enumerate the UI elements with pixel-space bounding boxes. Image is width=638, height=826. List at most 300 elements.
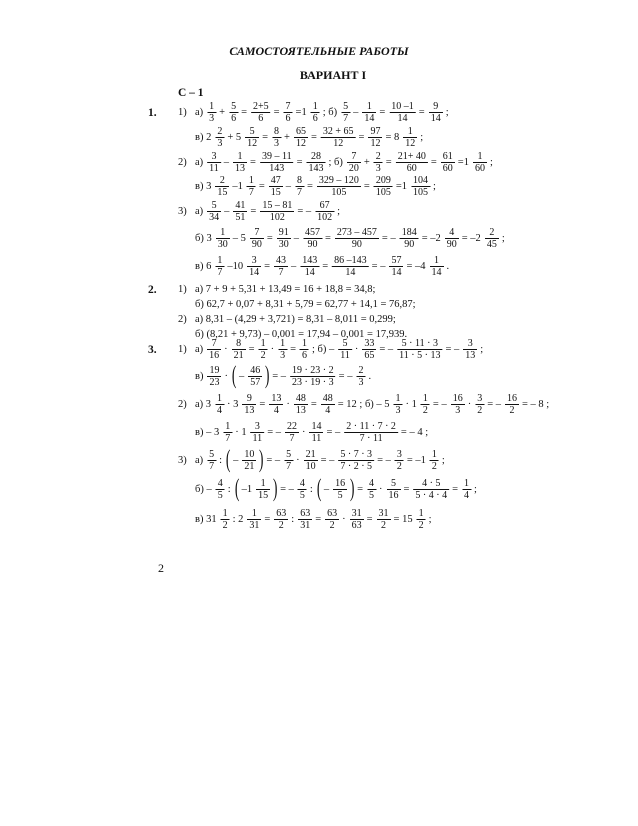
numerator: 5 · 7 · 3 — [340, 449, 373, 460]
denominator: 7 · 11 — [359, 433, 383, 444]
fraction — [298, 508, 312, 531]
denominator: 3 — [209, 113, 215, 124]
denominator: 63 — [351, 520, 362, 531]
numerator: 3 — [247, 255, 261, 267]
math-text: = 15 — [393, 514, 413, 525]
numerator: 2+5 — [252, 101, 269, 112]
fraction — [248, 365, 262, 388]
math-text: – — [238, 371, 245, 382]
fraction — [294, 126, 308, 149]
numerator: 1 — [256, 478, 270, 490]
math-text: =1 — [457, 157, 469, 168]
numerator: 209 — [375, 175, 391, 186]
math-text: = — [259, 399, 266, 410]
denominator: 102 — [317, 212, 333, 223]
fraction — [321, 393, 335, 416]
numerator: 63 — [276, 508, 287, 519]
numerator: 2 — [217, 126, 223, 137]
denominator: 7 — [343, 113, 349, 124]
math-text: = — [358, 132, 365, 143]
denominator: 23 · 19 · 3 — [291, 377, 334, 388]
math-text: = – — [297, 206, 312, 217]
denominator: 21 — [244, 461, 255, 472]
denominator: 5 — [337, 490, 343, 501]
math-text: · — [302, 427, 306, 438]
math-text: а) 7 + 9 + 5,31 + 13,49 = 16 + 18,8 = 34,8; — [195, 284, 376, 295]
numerator: 1 — [260, 338, 266, 349]
denominator: 51 — [235, 212, 246, 223]
math-text: в) 3 — [195, 181, 212, 192]
fraction — [232, 338, 246, 361]
subproblem-label: 1) — [178, 284, 187, 295]
fraction — [317, 175, 361, 198]
numerator: 21 — [305, 449, 316, 460]
math-text: = – — [280, 484, 294, 495]
numerator: 22 — [287, 421, 297, 432]
problem-number: 3. — [148, 344, 157, 356]
denominator: 7 — [217, 267, 223, 278]
denominator: 7 — [278, 267, 284, 278]
subproblem-label: 3) — [178, 206, 187, 217]
numerator: 91 — [278, 227, 289, 238]
fraction — [256, 478, 270, 501]
fraction — [260, 200, 294, 223]
fraction — [245, 126, 259, 149]
denominator: 105 — [331, 187, 347, 198]
math-text: = — [307, 181, 313, 192]
denominator: 12 — [295, 138, 306, 149]
denominator: 143 — [269, 163, 285, 174]
numerator: 8 — [232, 338, 246, 350]
fraction — [377, 508, 391, 531]
numerator: 329 – 120 — [318, 175, 359, 186]
fraction — [374, 175, 393, 198]
math-text: = — [262, 132, 269, 143]
math-text: · — [354, 344, 359, 355]
math-text: – — [223, 157, 230, 168]
denominator: 7 · 2 · 5 — [340, 461, 373, 472]
math-text: = — [296, 157, 303, 168]
math-text: –10 — [227, 261, 244, 272]
fraction — [300, 255, 319, 278]
fraction — [216, 478, 225, 501]
denominator: 12 — [405, 138, 416, 149]
numerator: 31 — [351, 508, 362, 519]
math-text: б) 62,7 + 0,07 + 8,31 + 5,79 = 62,77 + 14,1 = 76,87; — [195, 299, 416, 310]
math-text: ; б) – — [311, 344, 335, 355]
fraction — [290, 365, 336, 388]
fraction — [397, 338, 442, 361]
math-text: = – — [267, 427, 281, 438]
numerator: 1 — [464, 478, 470, 489]
fraction — [350, 508, 364, 531]
numerator: 65 — [295, 126, 306, 137]
fraction — [272, 126, 281, 149]
fraction — [374, 151, 383, 174]
fraction — [421, 393, 430, 416]
fraction — [417, 508, 426, 531]
math-text: ; — [501, 233, 505, 244]
math-text: + — [219, 107, 226, 118]
math-text: = — [322, 261, 329, 272]
denominator: 2 — [418, 520, 424, 531]
denominator: 3 — [358, 377, 364, 388]
numerator: 10 — [244, 449, 255, 460]
denominator: 7 — [225, 433, 231, 444]
subproblem-label: 3) — [178, 455, 187, 466]
math-text: а) — [195, 157, 204, 168]
numerator: 10 –1 — [391, 101, 414, 112]
numerator: 19 — [209, 365, 220, 376]
header-variant: ВАРИАНТ I — [299, 68, 367, 82]
math-text: а) 3 — [195, 399, 212, 410]
denominator: 45 — [486, 239, 497, 250]
denominator: 13 — [295, 405, 306, 416]
numerator: 143 — [302, 255, 318, 266]
numerator: 1 — [403, 126, 417, 138]
fraction — [250, 227, 264, 250]
math-text: = — [273, 107, 280, 118]
math-text: : — [309, 484, 313, 495]
denominator: 14 — [345, 267, 356, 278]
fraction — [309, 421, 323, 444]
numerator: 1 — [217, 393, 223, 404]
fraction — [247, 508, 261, 531]
fraction — [430, 255, 444, 278]
math-text: – — [291, 261, 297, 272]
denominator: 3 — [455, 405, 461, 416]
numerator: 1 — [301, 338, 307, 349]
subproblem-label: 2) — [178, 399, 187, 410]
math-text: = — [452, 484, 459, 495]
section-label: С – 1 — [178, 87, 204, 99]
math-text: в) — [195, 371, 204, 382]
math-text: + 5 — [227, 132, 242, 143]
numerator: 7 — [285, 101, 291, 112]
numerator: 1 — [473, 151, 487, 163]
math-text: = – — [326, 427, 341, 438]
denominator: 15 — [258, 490, 269, 501]
denominator: 15 — [217, 187, 228, 198]
math-text: : — [291, 514, 295, 525]
denominator: 12 — [370, 138, 381, 149]
fraction — [333, 478, 347, 501]
math-text: ; б) — [328, 157, 343, 168]
denominator: 2 — [431, 461, 437, 472]
math-text: = — [363, 181, 370, 192]
math-text: = 12 ; б) – 5 — [337, 399, 390, 410]
math-text: = — [315, 514, 322, 525]
numerator: 1 — [422, 393, 428, 404]
denominator: 6 — [301, 350, 307, 361]
math-text: – — [293, 233, 299, 244]
fraction — [284, 101, 293, 124]
denominator: 6 — [231, 113, 237, 124]
math-text: ; — [474, 484, 477, 495]
numerator: 41 — [235, 200, 246, 211]
fraction — [325, 508, 339, 531]
math-text: ; — [480, 344, 484, 355]
numerator: 39 – 11 — [261, 151, 292, 162]
numerator: 14 — [311, 421, 322, 432]
fraction — [341, 101, 350, 124]
fraction — [356, 365, 365, 388]
math-text: · — [467, 399, 472, 410]
math-text: а) — [195, 206, 204, 217]
denominator: 90 — [404, 239, 415, 250]
math-text: –1 — [232, 181, 243, 192]
numerator: 48 — [322, 393, 333, 404]
fraction — [242, 449, 256, 472]
numerator: 5 — [209, 449, 215, 460]
fraction — [368, 126, 382, 149]
page-number: 2 — [158, 561, 164, 575]
fraction — [251, 101, 271, 124]
right-paren: ) — [259, 446, 264, 473]
denominator: 7 — [289, 433, 295, 444]
math-text: ; — [433, 181, 436, 192]
denominator: 23 — [209, 377, 220, 388]
denominator: 6 — [285, 113, 291, 124]
denominator: 31 — [249, 520, 260, 531]
denominator: 12 — [333, 138, 344, 149]
math-text: =1 — [395, 181, 408, 192]
fraction — [269, 175, 283, 198]
math-text: : — [227, 484, 231, 495]
numerator: 2 · 11 · 7 · 2 — [346, 421, 396, 432]
fraction — [215, 175, 229, 198]
subproblem-label: 2) — [178, 314, 187, 325]
fraction — [221, 508, 230, 531]
denominator: 105 — [413, 187, 429, 198]
numerator: 16 — [335, 478, 346, 489]
denominator: 2 — [477, 405, 483, 416]
fraction — [462, 478, 471, 501]
math-text: = — [310, 132, 317, 143]
math-text: = — [325, 233, 331, 244]
fraction — [400, 227, 419, 250]
numerator: 9 — [429, 101, 443, 113]
numerator: 21+ 40 — [397, 151, 426, 162]
fraction — [347, 151, 361, 174]
header-title: САМОСТОЯТЕЛЬНЫЕ РАБОТЫ — [229, 44, 409, 58]
denominator: 90 — [307, 239, 318, 250]
math-text: ; — [441, 455, 445, 466]
math-text: = — [430, 157, 437, 168]
numerator: 1 — [362, 101, 376, 113]
math-text: . — [446, 261, 450, 272]
fraction — [223, 421, 232, 444]
fraction — [216, 227, 230, 250]
math-text: · 1 — [405, 399, 417, 410]
numerator: 4 — [217, 478, 223, 489]
numerator: 5 — [286, 449, 292, 460]
numerator: 43 — [276, 255, 286, 266]
numerator: 9 — [242, 393, 256, 405]
problem-number: 1. — [148, 107, 157, 119]
denominator: 90 — [446, 239, 457, 250]
denominator: 30 — [278, 239, 289, 250]
math-text: а) — [195, 344, 204, 355]
denominator: 3 — [280, 350, 286, 361]
fraction — [259, 338, 268, 361]
fraction — [441, 151, 455, 174]
numerator: 19 · 23 · 2 — [291, 365, 334, 376]
denominator: 4 — [273, 405, 279, 416]
right-paren: ) — [265, 362, 270, 389]
denominator: 2 — [381, 520, 387, 531]
denominator: 34 — [209, 212, 220, 223]
numerator: 57 — [391, 255, 402, 266]
fraction — [274, 255, 288, 278]
denominator: 4 — [217, 405, 223, 416]
numerator: 2 — [375, 151, 381, 162]
math-text: = – — [377, 455, 391, 466]
denominator: 16 — [209, 350, 220, 361]
numerator: 86 –143 — [334, 255, 367, 266]
denominator: 13 — [465, 350, 476, 361]
numerator: 5 — [207, 200, 221, 212]
fraction — [233, 151, 247, 174]
denominator: 30 — [217, 239, 228, 250]
numerator: 4 — [445, 227, 459, 239]
fraction — [207, 338, 221, 361]
math-text: · — [270, 344, 275, 355]
math-text: б) – — [195, 484, 212, 495]
math-text: = — [357, 484, 364, 495]
fraction — [251, 421, 265, 444]
denominator: 21 — [233, 350, 244, 361]
math-text: ; — [489, 157, 493, 168]
denominator: 16 — [388, 490, 399, 501]
denominator: 14 — [391, 267, 402, 278]
math-text: = — [418, 107, 425, 118]
numerator: 97 — [370, 126, 381, 137]
fraction — [505, 393, 519, 416]
denominator: 2 — [509, 405, 515, 416]
math-text: ; — [337, 206, 341, 217]
denominator: 60 — [474, 163, 485, 174]
math-text: = — [290, 344, 296, 355]
numerator: 16 — [452, 393, 463, 404]
fraction — [207, 449, 216, 472]
numerator: 1 — [418, 508, 424, 519]
math-text: + — [284, 132, 290, 143]
denominator: 5 — [217, 490, 223, 501]
numerator: 3 — [396, 449, 402, 460]
fraction — [463, 338, 477, 361]
math-text: = – 4 ; — [400, 427, 429, 438]
fraction — [430, 449, 439, 472]
denominator: 2 — [278, 520, 284, 531]
math-text: = – — [272, 371, 286, 382]
fraction — [387, 478, 401, 501]
fraction — [315, 200, 334, 223]
math-text: б) (8,21 + 9,73) – 0,001 = 17,94 – 0,001 = 17,939. — [195, 329, 408, 340]
denominator: 6 — [258, 113, 264, 124]
fraction — [295, 175, 304, 198]
numerator: 7 — [207, 338, 221, 350]
denominator: 7 — [209, 461, 215, 472]
math-text: = — [250, 206, 257, 217]
numerator: 33 — [364, 338, 375, 349]
fraction — [367, 478, 376, 501]
fraction — [321, 126, 356, 149]
math-text: = – 8 ; — [522, 399, 550, 410]
fraction — [207, 365, 221, 388]
fraction — [298, 478, 307, 501]
fraction — [394, 393, 403, 416]
math-text: · 3 — [227, 399, 239, 410]
math-text: ; — [445, 107, 449, 118]
denominator: 90 — [351, 239, 362, 250]
fraction — [311, 101, 320, 124]
denominator: 5 — [369, 490, 375, 501]
numerator: 2 — [358, 365, 364, 376]
fraction — [269, 393, 283, 416]
fraction — [475, 393, 484, 416]
numerator: 31 — [378, 508, 389, 519]
denominator: 2 — [422, 405, 428, 416]
numerator: 1 — [216, 227, 230, 239]
math-text: = — [258, 181, 265, 192]
numerator: 61 — [442, 151, 453, 162]
math-text: – — [224, 206, 230, 217]
fraction — [260, 151, 294, 174]
fraction — [338, 449, 374, 472]
math-text: = — [250, 157, 256, 168]
math-text: : 2 — [232, 514, 244, 525]
numerator: 15 – 81 — [262, 200, 293, 211]
math-text: = – — [338, 371, 353, 382]
fraction — [294, 393, 308, 416]
fraction — [233, 200, 247, 223]
fraction — [403, 126, 417, 149]
left-paren: ( — [225, 446, 231, 473]
fraction — [207, 151, 221, 174]
numerator: 48 — [295, 393, 306, 404]
math-text: · — [224, 344, 228, 355]
numerator: 4 — [299, 478, 305, 489]
math-text: =1 — [295, 107, 307, 118]
denominator: 5 — [299, 490, 305, 501]
denominator: 3 — [395, 405, 401, 416]
math-text: = — [241, 107, 247, 118]
denominator: 14 — [304, 267, 315, 278]
left-paren: ( — [234, 475, 240, 502]
denominator: 14 — [364, 113, 375, 124]
fraction — [485, 227, 499, 250]
denominator: 4 — [325, 405, 331, 416]
math-text: = –2 — [461, 233, 481, 244]
denominator: 10 — [305, 461, 316, 472]
denominator: 7 — [297, 187, 302, 198]
math-text: = — [385, 157, 392, 168]
denominator: 31 — [300, 520, 311, 531]
numerator: 5 · 11 · 3 — [397, 338, 442, 350]
math-text: · — [379, 484, 383, 495]
numerator: 4 · 5 — [413, 478, 449, 490]
math-text: в) 31 — [195, 514, 217, 525]
denominator: 3 — [217, 138, 223, 149]
numerator: 1 — [280, 338, 286, 349]
fraction — [304, 449, 318, 472]
numerator: 2 — [215, 175, 229, 187]
numerator: 16 — [507, 393, 517, 404]
subproblem-label: 1) — [178, 107, 187, 118]
math-text: = – — [320, 455, 335, 466]
math-text: – — [285, 181, 291, 192]
